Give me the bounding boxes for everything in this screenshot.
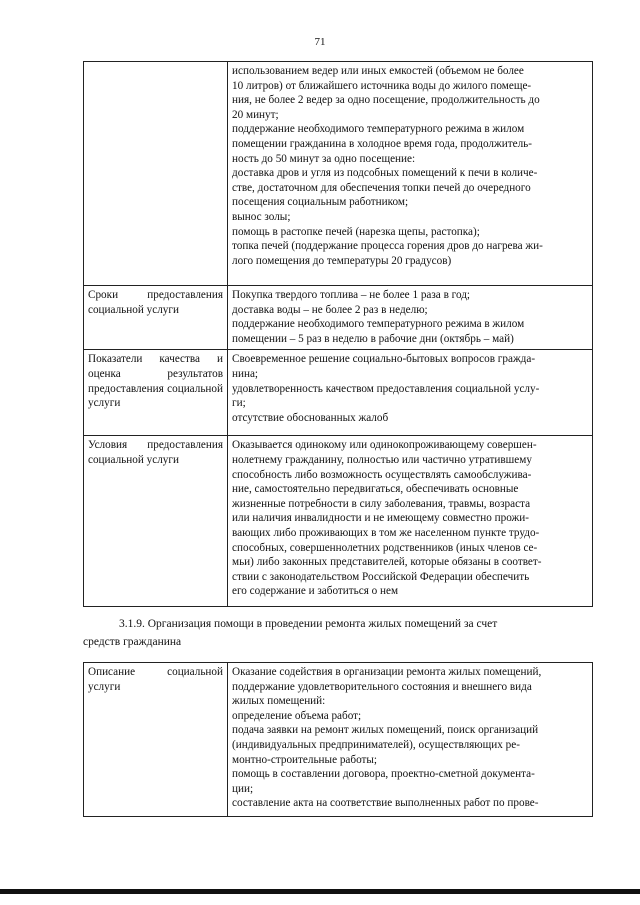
content-line: определение объема работ; [232,709,362,722]
content-line: вынос золы; [232,210,291,223]
content-line: доставка воды – не более 2 раз в неделю; [232,303,428,316]
row-label: Условия предоставления социальной услуги [84,436,228,607]
content-line: составление акта на соответствие выполненных работ по прове- [232,797,539,810]
content-line: поддержание необходимого температурного режима в жилом [232,318,525,331]
content-line: жизненные потребности в силу заболевания, травмы, возраста [232,497,531,510]
row-content [228,663,593,817]
table-row [84,350,593,436]
content-line: поддержание необходимого температурного режима в жилом [232,123,525,136]
content-line: или наличия инвалидности и не имеющему совместно прожи- [232,512,529,525]
content-line: 10 литров) от ближайшего источника воды до жилого помеще- [232,79,532,92]
content-line: использованием ведер или иных емкостей (объемом не более [232,65,524,77]
service-table [83,61,593,607]
content-line: мьи) либо законных представителей, которые обязаны в соответ- [232,556,542,569]
service-table [83,662,593,817]
row-label: Показатели качества и оценка результатов предоставления социальной услуги [84,350,228,436]
content-line: помещении – 5 раз в неделю в рабочие дни (октябрь – май) [232,332,514,345]
content-line: способных, совершеннолетних родственников (иных членов се- [232,541,538,554]
content-line: ность до 50 минут за одно посещение: [232,152,416,165]
content-line: ции; [232,782,254,795]
content-line: ние, самостоятельно передвигаться, обеспечивать основные [232,483,519,496]
content-line: Своевременное решение социально-бытовых вопросов гражда- [232,353,536,366]
content-line: ствии с законодательством Российской Федерации обеспечить [232,570,530,583]
content-line: 20 минут; [232,108,279,121]
table-row [84,663,593,817]
content-line: помощь в растопке печей (нарезка щепы, растопка); [232,225,480,238]
content-line: доставка дров и угля из подсобных помещений к печи в количе- [232,167,538,180]
content-line: Оказывается одинокому или одинокопроживающему совершен- [232,439,537,452]
content-line: посещения социальным работником; [232,196,409,209]
content-line: Оказание содействия в организации ремонта жилых помещений, [232,666,542,678]
content-line: его содержание и заботиться о нем [232,585,399,598]
row-label [84,62,228,286]
content-line: способность либо возможность осуществлять самообслужива- [232,468,532,481]
content-line: нолетнему гражданину, полностью или частично утратившему [232,453,532,466]
section-heading-line: 3.1.9. Организация помощи в проведении ремонта жилых помещений за счет [119,618,498,630]
content-line: топка печей (поддержание процесса горения дров до нагрева жи- [232,240,543,253]
section-heading-line: средств гражданина [83,636,182,648]
row-label: Описание социальной услуги [84,663,228,817]
content-line: Покупка твердого топлива – не более 1 раза в год; [232,289,471,301]
table-row [84,286,593,350]
page-number: 71 [314,36,326,48]
content-line: ния, не более 2 ведер за одно посещение, продолжительность до [232,94,540,107]
content-line: (индивидуальных предпринимателей), осуществляющих ре- [232,738,520,751]
content-line: поддержание удовлетворительного состояния и внешнего вида [232,680,532,693]
page-bottom-rule [0,889,640,894]
content-line: лого помещения до температуры 20 градусов) [232,254,452,267]
row-content [228,436,593,607]
row-content [228,286,593,350]
content-line: ги; [232,397,246,410]
content-line: помощь в составлении договора, проектно-сметной документа- [232,768,535,781]
table-row [84,436,593,607]
content-line: вающих либо проживающих в том же населенном пункте трудо- [232,526,540,539]
section-heading [83,615,593,651]
content-line: помещении гражданина в холодное время года, продолжитель- [232,137,532,150]
content-line: подача заявки на ремонт жилых помещений, поиск организаций [232,724,539,737]
content-line: стве, достаточном для обеспечения топки печей до очередного [232,181,531,194]
content-line: отсутствие обоснованных жалоб [232,411,389,424]
content-line: жилых помещений: [232,695,326,708]
table-row [84,62,593,286]
row-label: Сроки предоставления социальной услуги [84,286,228,350]
content-line: удовлетворенность качеством предоставления социальной услу- [232,382,540,395]
row-content [228,350,593,436]
content-line: нина; [232,367,259,380]
row-content [228,62,593,286]
content-line: монтно-строительные работы; [232,753,378,766]
